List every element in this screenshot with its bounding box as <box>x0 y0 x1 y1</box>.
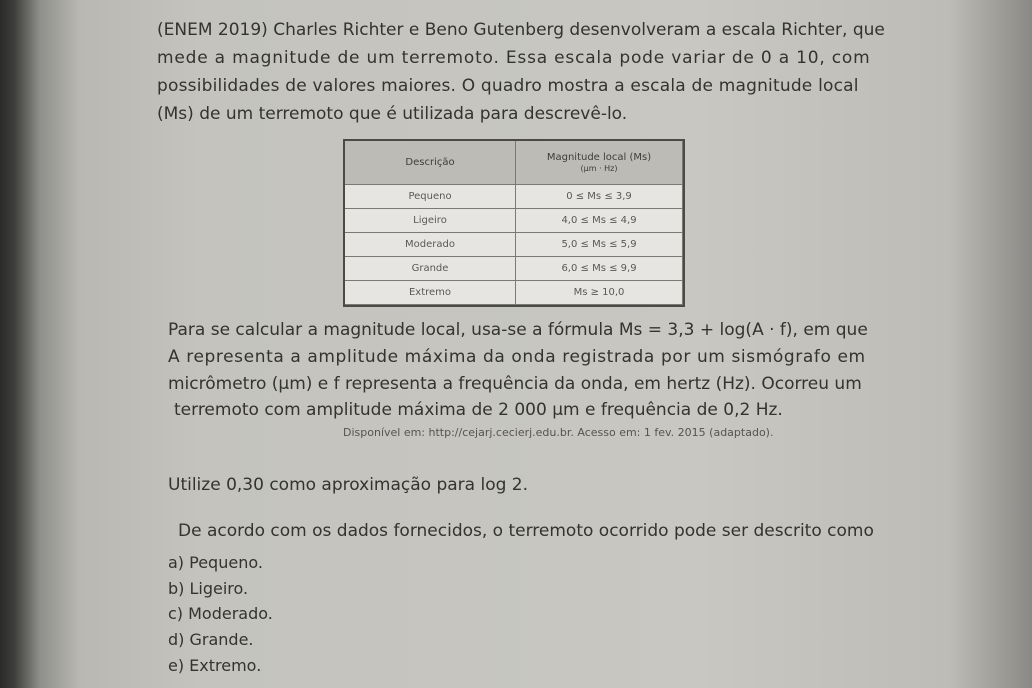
table-header-magnitude: Magnitude local (Ms) (μm · Hz) <box>516 141 683 185</box>
table-cell: Ligeiro <box>345 209 516 233</box>
formula-line-1: Para se calcular a magnitude local, usa-se a fórmula Ms = 3,3 + log(A · f), em que <box>168 320 868 340</box>
hint-text: Utilize 0,30 como aproximação para log 2. <box>168 475 529 495</box>
table-cell: 5,0 ≤ Ms ≤ 5,9 <box>516 233 683 257</box>
magnitude-table <box>343 139 685 307</box>
formula-line-4: terremoto com amplitude máxima de 2 000 μm e frequência de 0,2 Hz. <box>174 400 783 420</box>
table-cell: Moderado <box>345 233 516 257</box>
option-d[interactable]: d) Grande. <box>168 630 254 649</box>
table-cell: Pequeno <box>345 185 516 209</box>
option-c[interactable]: c) Moderado. <box>168 604 273 623</box>
intro-line-3: possibilidades de valores maiores. O quadro mostra a escala de magnitude local <box>157 76 859 96</box>
formula-line-3: micrômetro (μm) e f representa a frequência da onda, em hertz (Hz). Ocorreu um <box>168 374 862 394</box>
table-cell: Extremo <box>345 281 516 305</box>
formula-line-2: A representa a amplitude máxima da onda registrada por um sismógrafo em <box>168 347 866 367</box>
table-cell: Grande <box>345 257 516 281</box>
intro-line-4: (Ms) de um terremoto que é utilizada para descrevê-lo. <box>157 104 628 124</box>
intro-line-1: (ENEM 2019) Charles Richter e Beno Gutenberg desenvolveram a escala Richter, que <box>157 20 885 40</box>
question-prompt: De acordo com os dados fornecidos, o terremoto ocorrido pode ser descrito como <box>178 521 874 541</box>
source-citation: Disponível em: http://cejarj.cecierj.edu.br. Acesso em: 1 fev. 2015 (adaptado). <box>343 426 774 439</box>
option-a[interactable]: a) Pequeno. <box>168 553 263 572</box>
intro-line-2: mede a magnitude de um terremoto. Essa escala pode variar de 0 a 10, com <box>157 48 871 68</box>
option-b[interactable]: b) Ligeiro. <box>168 579 249 598</box>
table-cell: 0 ≤ Ms ≤ 3,9 <box>516 185 683 209</box>
table-cell: Ms ≥ 10,0 <box>516 281 683 305</box>
option-e[interactable]: e) Extremo. <box>168 656 262 675</box>
table-cell: 4,0 ≤ Ms ≤ 4,9 <box>516 209 683 233</box>
table-header-description: Descrição <box>345 141 516 185</box>
table-cell: 6,0 ≤ Ms ≤ 9,9 <box>516 257 683 281</box>
